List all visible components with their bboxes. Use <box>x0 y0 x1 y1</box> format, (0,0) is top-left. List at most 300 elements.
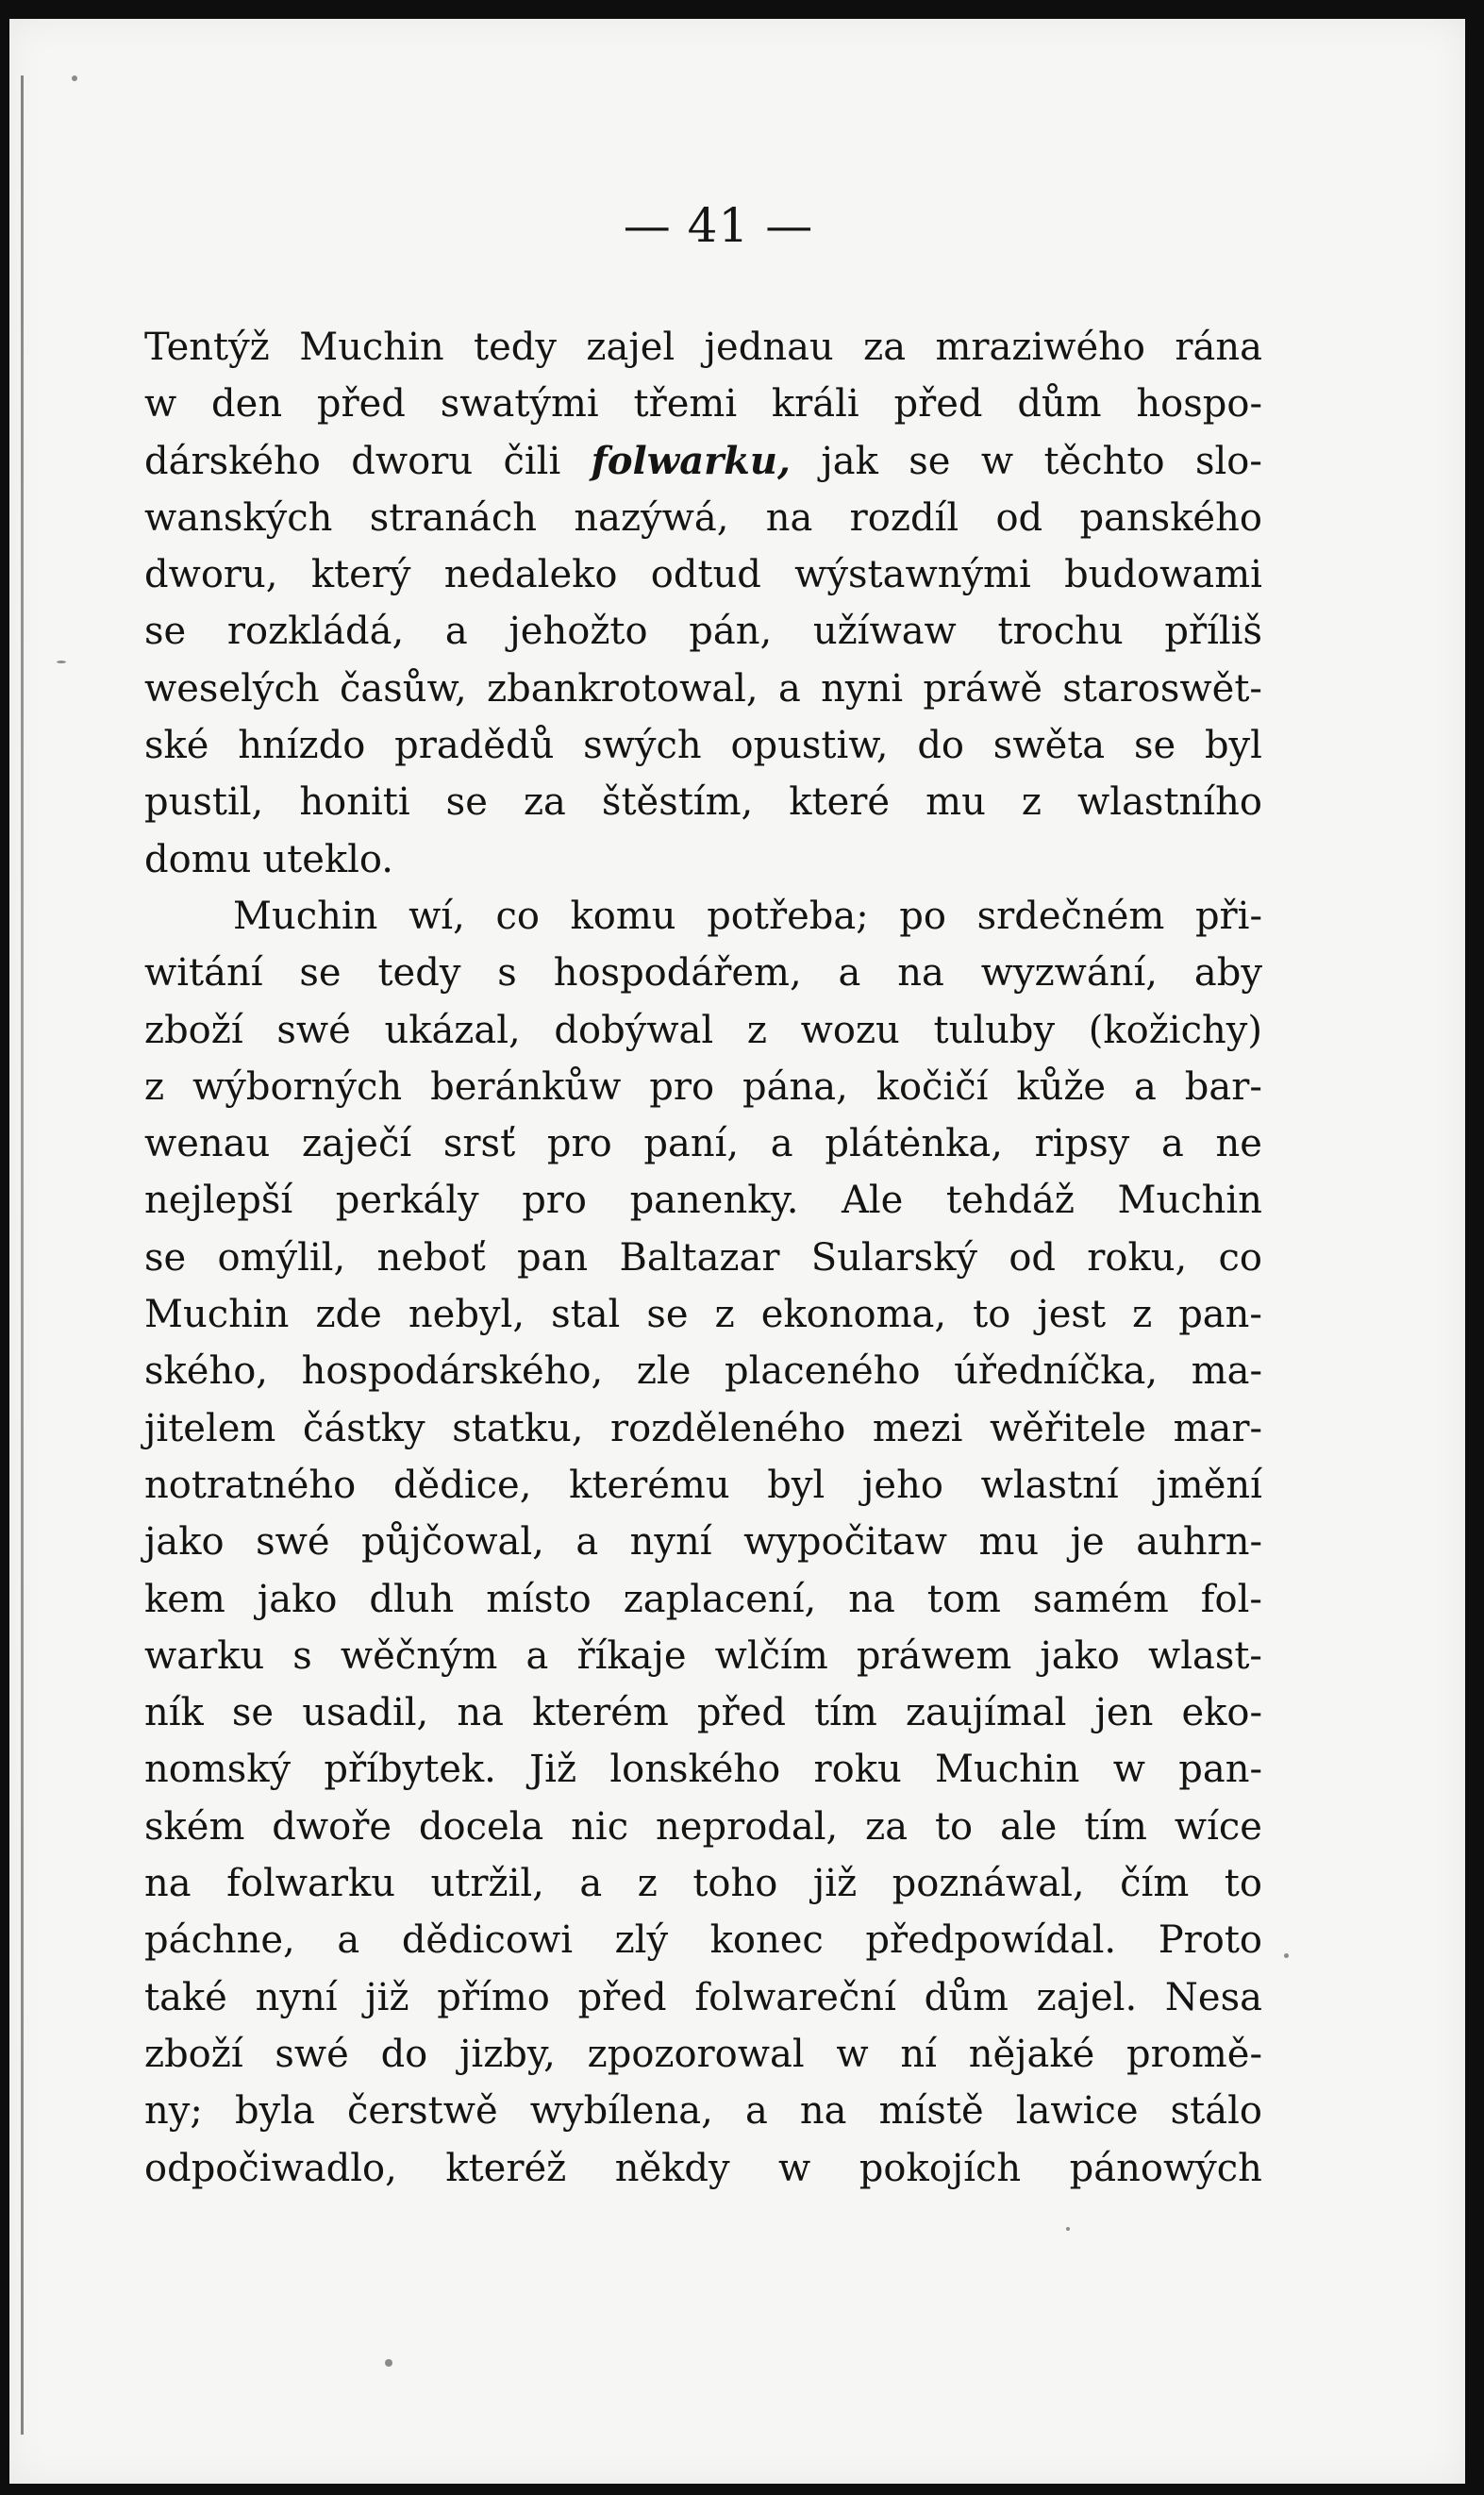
word: pan <box>516 1235 589 1280</box>
word: rána <box>1175 326 1262 369</box>
word: jak <box>821 439 878 483</box>
word: půjčowal, <box>360 1520 544 1565</box>
word: někdy <box>614 2146 730 2190</box>
word: pradědů <box>394 724 555 768</box>
word: jehožto <box>509 610 648 654</box>
word: zle <box>636 1349 692 1394</box>
word: pustil, <box>144 780 264 825</box>
word: komu <box>570 894 676 938</box>
word: wyzwání, <box>980 951 1159 996</box>
text-line <box>144 319 1262 376</box>
word: swé <box>275 2032 349 2076</box>
word: je <box>1070 1520 1105 1565</box>
word: slo- <box>1194 439 1262 483</box>
word: dárského <box>144 439 321 483</box>
word: nejlepší <box>144 1179 293 1223</box>
word: čerstwě <box>346 2089 498 2134</box>
word: neboť <box>376 1235 486 1280</box>
print-speck <box>385 2359 392 2367</box>
word: se <box>646 1293 689 1337</box>
word: byla <box>234 2089 315 2134</box>
word: se <box>231 1691 275 1735</box>
word: dům <box>1017 382 1102 427</box>
word: nyní <box>629 1520 712 1565</box>
word: před <box>316 382 406 427</box>
word: na <box>799 2089 847 2134</box>
word: čím <box>1120 1862 1190 1906</box>
word: wýstawnými <box>794 553 1031 597</box>
word: jednau <box>704 326 834 369</box>
word: zbankrotowal, <box>487 666 759 711</box>
word: jen <box>1094 1691 1154 1735</box>
text-line <box>144 546 1262 603</box>
word: den <box>211 382 283 427</box>
word: tím <box>814 1691 877 1735</box>
text-line <box>144 1628 1262 1684</box>
word: za <box>863 326 907 369</box>
text-line <box>144 433 1262 490</box>
word: se <box>144 1235 187 1280</box>
word: od <box>995 495 1043 540</box>
word: wlčím <box>714 1633 828 1678</box>
word: dwoře <box>272 1804 392 1849</box>
word: a <box>337 1918 360 1963</box>
word: se <box>445 780 488 825</box>
text-line <box>144 1571 1262 1628</box>
word: dům <box>924 1975 1009 2019</box>
text-line <box>144 2026 1262 2083</box>
word: zboží <box>144 2032 243 2076</box>
text-line <box>144 945 1262 1001</box>
word: kterém <box>532 1691 669 1735</box>
word: uteklo. <box>262 837 394 881</box>
word: wýborných <box>192 1064 403 1109</box>
word: štěstím, <box>601 780 754 825</box>
word: z <box>144 1064 165 1109</box>
word: mu <box>978 1520 1040 1565</box>
word: ekonoma, <box>760 1293 947 1337</box>
word: beránkůw <box>430 1064 622 1109</box>
word: aby <box>1193 951 1262 996</box>
word: Tentýž <box>144 326 270 369</box>
word: užíwaw <box>812 610 957 654</box>
word: folwarku <box>226 1862 396 1906</box>
word: dědice, <box>392 1463 532 1507</box>
text-line <box>144 2083 1262 2139</box>
word: Muchin <box>935 1748 1080 1792</box>
word: mezi <box>872 1406 963 1450</box>
word: nomský <box>144 1748 292 1792</box>
word: mu <box>925 780 986 825</box>
word: Nesa <box>1164 1975 1262 2019</box>
word: se <box>299 951 342 996</box>
print-speck <box>57 661 66 663</box>
word: w <box>836 2032 869 2076</box>
word: z <box>637 1862 658 1906</box>
word: jako <box>144 1520 225 1565</box>
word: pánowých <box>1069 2146 1262 2190</box>
word: které <box>789 780 891 825</box>
word: ník <box>144 1691 204 1735</box>
word: staroswět- <box>1062 666 1262 711</box>
word: w <box>778 2146 811 2190</box>
word: pána, <box>742 1064 848 1109</box>
word: do <box>380 2032 428 2076</box>
text-line <box>144 717 1262 774</box>
text-line <box>144 774 1262 830</box>
word: hospodárského, <box>301 1349 604 1394</box>
word: nějaké <box>968 2032 1095 2076</box>
word: wěčným <box>340 1633 498 1678</box>
word: jako <box>257 1577 338 1621</box>
text-line <box>144 1514 1262 1570</box>
word: ma- <box>1191 1349 1262 1394</box>
word: jitelem <box>144 1406 276 1450</box>
word: rozdíl <box>849 495 959 540</box>
word: dworu <box>351 439 474 483</box>
word: příliš <box>1164 610 1262 654</box>
word: ripsy <box>1034 1122 1130 1166</box>
word: od <box>1009 1235 1056 1280</box>
word: a <box>1134 1064 1157 1109</box>
word: samém <box>1032 1577 1169 1621</box>
word: jest <box>1037 1293 1107 1337</box>
word: wlast- <box>1147 1633 1262 1678</box>
word: placeného <box>724 1349 921 1394</box>
word: statku, <box>452 1406 584 1450</box>
word: již <box>812 1862 858 1906</box>
page-number: — 41 — <box>623 198 814 253</box>
text-line <box>144 1684 1262 1741</box>
word: to <box>934 1804 974 1849</box>
word: před <box>893 382 983 427</box>
word: na <box>848 1577 895 1621</box>
word: zaujímal <box>905 1691 1067 1735</box>
word: Sularský <box>810 1235 978 1280</box>
word: z <box>1132 1293 1153 1337</box>
word: potřeba; <box>707 894 869 938</box>
word: také <box>144 1975 227 2019</box>
word: konec <box>709 1918 824 1963</box>
word: toho <box>692 1862 778 1906</box>
word: wíce <box>1174 1804 1262 1849</box>
word: tedy <box>474 326 557 369</box>
word: Muchin <box>299 326 444 369</box>
word: odtud <box>650 553 761 597</box>
word: w <box>980 439 1014 483</box>
word: nebyl, <box>408 1293 525 1337</box>
word: se <box>909 439 951 483</box>
word: jizby, <box>459 2032 556 2076</box>
word: bar- <box>1184 1064 1262 1109</box>
word: a <box>744 2089 768 2134</box>
word: zajel. <box>1036 1975 1138 2019</box>
word: promě- <box>1126 2032 1262 2076</box>
word: hnízdo <box>238 724 366 768</box>
word: plátėnka, <box>825 1122 1003 1166</box>
text-line <box>144 888 1262 945</box>
text-line <box>144 1855 1262 1912</box>
word: auhrn- <box>1136 1520 1262 1565</box>
word: pan- <box>1178 1293 1262 1337</box>
word: eko- <box>1181 1691 1262 1735</box>
word: místě <box>878 2089 984 2134</box>
word: dědicowi <box>401 1918 574 1963</box>
word: stranách <box>369 495 538 540</box>
word: nic <box>571 1804 629 1849</box>
word: odpočiwadlo, <box>144 2146 397 2190</box>
print-speck <box>1066 2227 1070 2231</box>
word: paní, <box>643 1122 740 1166</box>
word: práwě <box>923 666 1042 711</box>
word: z <box>1021 780 1042 825</box>
word: s <box>292 1633 312 1678</box>
word: a <box>777 666 801 711</box>
word: jako <box>1040 1633 1120 1678</box>
word: těchto <box>1043 439 1165 483</box>
word: w <box>144 382 177 427</box>
text-line <box>144 1286 1262 1343</box>
word: wlastní <box>980 1463 1119 1507</box>
word: s <box>497 951 517 996</box>
word: se <box>1133 724 1176 768</box>
word: časůw, <box>340 666 467 711</box>
word: Již <box>529 1748 577 1792</box>
word: (kožichy) <box>1088 1008 1262 1052</box>
word: přímo <box>437 1975 550 2019</box>
word: pán, <box>689 610 773 654</box>
word: co <box>1218 1235 1262 1280</box>
text-line <box>144 1343 1262 1399</box>
text-line <box>144 1115 1262 1172</box>
word: úředníčka, <box>954 1349 1159 1394</box>
word: a <box>525 1633 549 1678</box>
word: dworu, <box>144 553 278 597</box>
word: warku <box>144 1633 265 1678</box>
word: Baltazar <box>619 1235 780 1280</box>
word: co <box>495 894 540 938</box>
book-page <box>9 19 1465 2484</box>
word: pro <box>649 1064 715 1109</box>
word: wybílena, <box>529 2089 713 2134</box>
word: zaplacení, <box>623 1577 817 1621</box>
word: nyni <box>821 666 904 711</box>
word: witání <box>144 951 263 996</box>
word: Muchin <box>1117 1179 1262 1223</box>
word: do <box>917 724 964 768</box>
word: opustiw, <box>730 724 889 768</box>
word: částky <box>302 1406 425 1450</box>
word: wozu <box>800 1008 900 1052</box>
word: před <box>696 1691 786 1735</box>
word: z <box>714 1293 735 1337</box>
word: swatými <box>440 382 599 427</box>
word: kterému <box>569 1463 730 1507</box>
word: perkály <box>335 1179 479 1223</box>
word: folwarku, <box>591 438 791 483</box>
word: čili <box>503 439 561 483</box>
text-line <box>144 1741 1262 1798</box>
word: práwem <box>856 1633 1012 1678</box>
word: pan- <box>1178 1748 1262 1792</box>
word: kem <box>144 1577 225 1621</box>
text-line <box>144 831 1262 888</box>
word: páchne, <box>144 1918 295 1963</box>
word: ukázal, <box>384 1008 521 1052</box>
word: wenau <box>144 1122 271 1166</box>
word: swěta <box>992 724 1106 768</box>
word: zpozorowal <box>587 2032 805 2076</box>
word: wypočitaw <box>743 1520 947 1565</box>
word: a <box>444 610 468 654</box>
word: již <box>365 1975 409 2019</box>
word: Proto <box>1158 1918 1262 1963</box>
word: rozkládá, <box>226 610 405 654</box>
word: ském <box>144 1804 245 1849</box>
word: zde <box>315 1293 382 1337</box>
text-line <box>144 2140 1262 2197</box>
word: hospo- <box>1136 382 1262 427</box>
word: w <box>1112 1748 1145 1792</box>
word: docela <box>418 1804 544 1849</box>
text-line <box>144 490 1262 546</box>
word: zlý <box>614 1918 669 1963</box>
word: roku <box>813 1748 902 1792</box>
word: lawice <box>1015 2089 1139 2134</box>
word: roku, <box>1087 1235 1188 1280</box>
word: ne <box>1215 1122 1262 1166</box>
word: utržil, <box>430 1862 544 1906</box>
word: a <box>838 951 861 996</box>
word: budowami <box>1064 553 1262 597</box>
word: srdečném <box>976 894 1165 938</box>
word: wanských <box>144 495 333 540</box>
word: neprodal, <box>656 1804 839 1849</box>
word: stal <box>551 1293 621 1337</box>
text-line <box>144 1400 1262 1457</box>
word: a <box>575 1520 599 1565</box>
word: fol- <box>1200 1577 1262 1621</box>
word: ského, <box>144 1349 268 1394</box>
word: před <box>577 1975 667 2019</box>
word: pro <box>522 1179 588 1223</box>
word: honiti <box>299 780 410 825</box>
word: a <box>770 1122 793 1166</box>
word: wěřitele <box>989 1406 1146 1450</box>
word: příbytek. <box>324 1748 496 1792</box>
word: který <box>310 553 411 597</box>
word: tom <box>926 1577 1001 1621</box>
word: na <box>897 951 944 996</box>
word: za <box>523 780 566 825</box>
word: na <box>765 495 813 540</box>
word: folwareční <box>694 1975 896 2019</box>
word: jmění <box>1156 1463 1262 1507</box>
word: při- <box>1194 894 1262 938</box>
word: weselých <box>144 666 320 711</box>
word: zajel <box>586 326 675 369</box>
word: wlastního <box>1077 780 1262 825</box>
word: nyní <box>255 1975 338 2019</box>
word: tím <box>1084 1804 1147 1849</box>
word: tuluby <box>933 1008 1056 1052</box>
word: po <box>899 894 946 938</box>
text-line <box>144 1969 1262 2026</box>
text-line <box>144 1912 1262 1968</box>
word: rozděleného <box>610 1406 846 1450</box>
word: říkaje <box>576 1633 687 1678</box>
word: swé <box>276 1008 351 1052</box>
text-line <box>144 603 1262 660</box>
text-line <box>144 1059 1262 1115</box>
word: byl <box>767 1463 825 1507</box>
word: zaječí <box>301 1122 412 1166</box>
word: předpowídal. <box>865 1918 1117 1963</box>
word: panského <box>1079 495 1262 540</box>
word: mar- <box>1173 1406 1262 1450</box>
word: králi <box>771 382 859 427</box>
text-line <box>144 661 1262 717</box>
word: kůže <box>1016 1064 1107 1109</box>
word: dluh <box>369 1577 455 1621</box>
word: srsť <box>442 1122 516 1166</box>
word: notratného <box>144 1463 357 1507</box>
word: tedy <box>377 951 461 996</box>
word: nazýwá, <box>574 495 729 540</box>
word: a <box>1160 1122 1184 1166</box>
word: ny; <box>144 2089 203 2134</box>
word: to <box>1224 1862 1262 1906</box>
text-line <box>144 376 1262 432</box>
word: hospodářem, <box>553 951 802 996</box>
word: mraziwého <box>935 326 1145 369</box>
text-line <box>144 1230 1262 1286</box>
word: usadil, <box>302 1691 429 1735</box>
word: kočičí <box>875 1064 989 1109</box>
word: zboží <box>144 1008 243 1052</box>
word: Ale <box>842 1179 904 1223</box>
text-line <box>144 1799 1262 1855</box>
binding-edge <box>21 75 24 2435</box>
word: to <box>973 1293 1011 1337</box>
word: lonského <box>609 1748 781 1792</box>
word: poznáwal, <box>892 1862 1085 1906</box>
word: a <box>579 1862 603 1906</box>
word: ale <box>999 1804 1058 1849</box>
word: za <box>865 1804 909 1849</box>
word: ské <box>144 724 209 768</box>
word: se <box>144 610 187 654</box>
word: domu <box>144 837 252 881</box>
print-speck <box>1284 1953 1289 1958</box>
word: jeho <box>862 1463 943 1507</box>
word: z <box>746 1008 767 1052</box>
text-line <box>144 1002 1262 1059</box>
word: Muchin <box>144 1293 290 1337</box>
word: omýlil, <box>217 1235 346 1280</box>
word: třemi <box>633 382 738 427</box>
print-speck <box>72 75 77 81</box>
word: ní <box>900 2032 937 2076</box>
word: wí, <box>409 894 465 938</box>
word: trochu <box>997 610 1124 654</box>
word: stálo <box>1170 2089 1262 2134</box>
text-line <box>144 1172 1262 1229</box>
word: nedaleko <box>443 553 618 597</box>
body-text <box>144 319 1262 2197</box>
word: na <box>144 1862 192 1906</box>
word: Muchin <box>233 894 378 938</box>
